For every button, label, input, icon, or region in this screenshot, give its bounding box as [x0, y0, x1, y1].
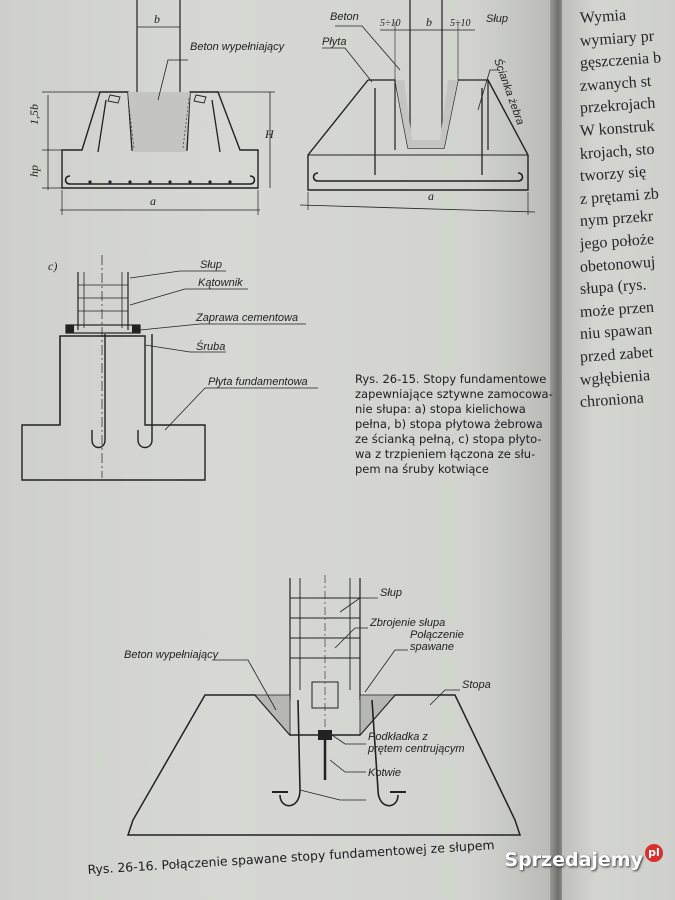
right-page-line: obetonowuj: [579, 253, 656, 276]
right-book-page: [562, 0, 675, 900]
figure-26-15-caption: [355, 372, 555, 477]
right-page-line: jego położe: [579, 230, 655, 253]
label-beton-wypelniajacy-a: Beton wypełniający: [190, 41, 285, 53]
dim-b-label-b: b: [426, 15, 432, 29]
right-page-line: gęszczenia b: [579, 49, 662, 73]
right-page-line: nym przekr: [579, 208, 654, 231]
label-katownik: Kątownik: [198, 277, 243, 289]
dim-5-10-left: 5÷10: [380, 18, 401, 29]
label-slup-b: Słup: [486, 13, 509, 25]
label-beton-wypelniajacy-16: Beton wypełniający: [124, 649, 219, 661]
label-zbrojenie-slupa: Zbrojenie słupa: [370, 617, 446, 629]
right-page-line: W konstruk: [579, 117, 656, 140]
dim-H-label: H: [265, 127, 274, 141]
dim-b-label: b: [154, 12, 160, 26]
label-scianka-zebra: Ścianka żebra: [491, 56, 527, 127]
label-zaprawa-cementowa: Zaprawa cementowa: [196, 312, 299, 324]
watermark-badge: pl: [645, 844, 663, 862]
dim-1-5b-label: 1,5b: [27, 104, 41, 125]
right-page-line: zwanych st: [579, 72, 652, 95]
caption-15-line: Rys. 26-15. Stopy fundamentowe: [355, 372, 547, 386]
label-slup-c: Słup: [200, 259, 223, 271]
figure-26-16-caption: Rys. 26-16. Połączenie spawane stopy fundamentowej ze słupem: [87, 837, 496, 877]
caption-15-line: zapewniające sztywne zamocowa-: [355, 387, 553, 401]
label-beton: Beton: [330, 11, 359, 23]
caption-15-line: ze ścianką pełną, c) stopa płyto-: [355, 432, 542, 446]
watermark-text: Sprzedajemy: [504, 849, 643, 871]
right-page-line: niu spawan: [579, 321, 653, 344]
dim-hp-label: hp: [27, 165, 41, 177]
label-plyta: Płyta: [322, 36, 347, 48]
right-page-line: przed zabet: [579, 343, 654, 366]
right-page-text: [580, 8, 675, 415]
figure-a-cup-footing: [42, 0, 275, 215]
right-page-line: Wymia: [579, 6, 627, 27]
right-page-line: chroniona: [579, 389, 645, 412]
caption-15-line: pem na śruby kotwiące: [355, 462, 489, 476]
dim-5-10-right: 5÷10: [450, 18, 471, 29]
label-stopa: Stopa: [462, 679, 491, 691]
figure-26-16-welded-connection: [128, 575, 520, 835]
figure-c-letter: c): [48, 259, 58, 273]
label-polaczenie: Połączenie: [410, 629, 464, 641]
sprzedajemy-watermark: [504, 840, 663, 880]
label-podkladka: Podkładka z: [368, 731, 428, 743]
right-page-line: tworzy się: [579, 163, 647, 186]
right-page-line: przekrojach: [579, 95, 656, 118]
caption-15-line: pełna, b) stopa płytowa żebrowa: [355, 417, 543, 431]
right-page-line: wgłębienia: [579, 366, 651, 389]
right-page-line: może przen: [579, 298, 655, 321]
right-page-line: słupa (rys.: [579, 276, 648, 299]
right-page-line: wymiary pr: [579, 27, 655, 50]
label-pret-centrujacy: prętem centrującym: [368, 743, 465, 755]
right-page-line: krojach, sto: [579, 140, 656, 163]
dim-a-label: a: [150, 194, 156, 208]
label-sruba: Śruba: [196, 341, 226, 353]
right-page-line: z prętami zb: [579, 185, 660, 208]
figure-b-ribbed-plate-footing: [300, 0, 535, 215]
label-kotwie: Kotwie: [368, 767, 402, 779]
caption-15-line: wa z trzpieniem łączona ze słu-: [355, 447, 536, 461]
figure-c-plate-footing-with-stem: [22, 255, 318, 480]
label-slup-16: Słup: [380, 587, 403, 599]
caption-15-line: nie słupa: a) stopa kielichowa: [355, 402, 526, 416]
label-spawane: spawane: [410, 641, 455, 653]
label-plyta-fundamentowa: Płyta fundamentowa: [208, 376, 308, 388]
dim-a-label-b: a: [428, 189, 434, 203]
